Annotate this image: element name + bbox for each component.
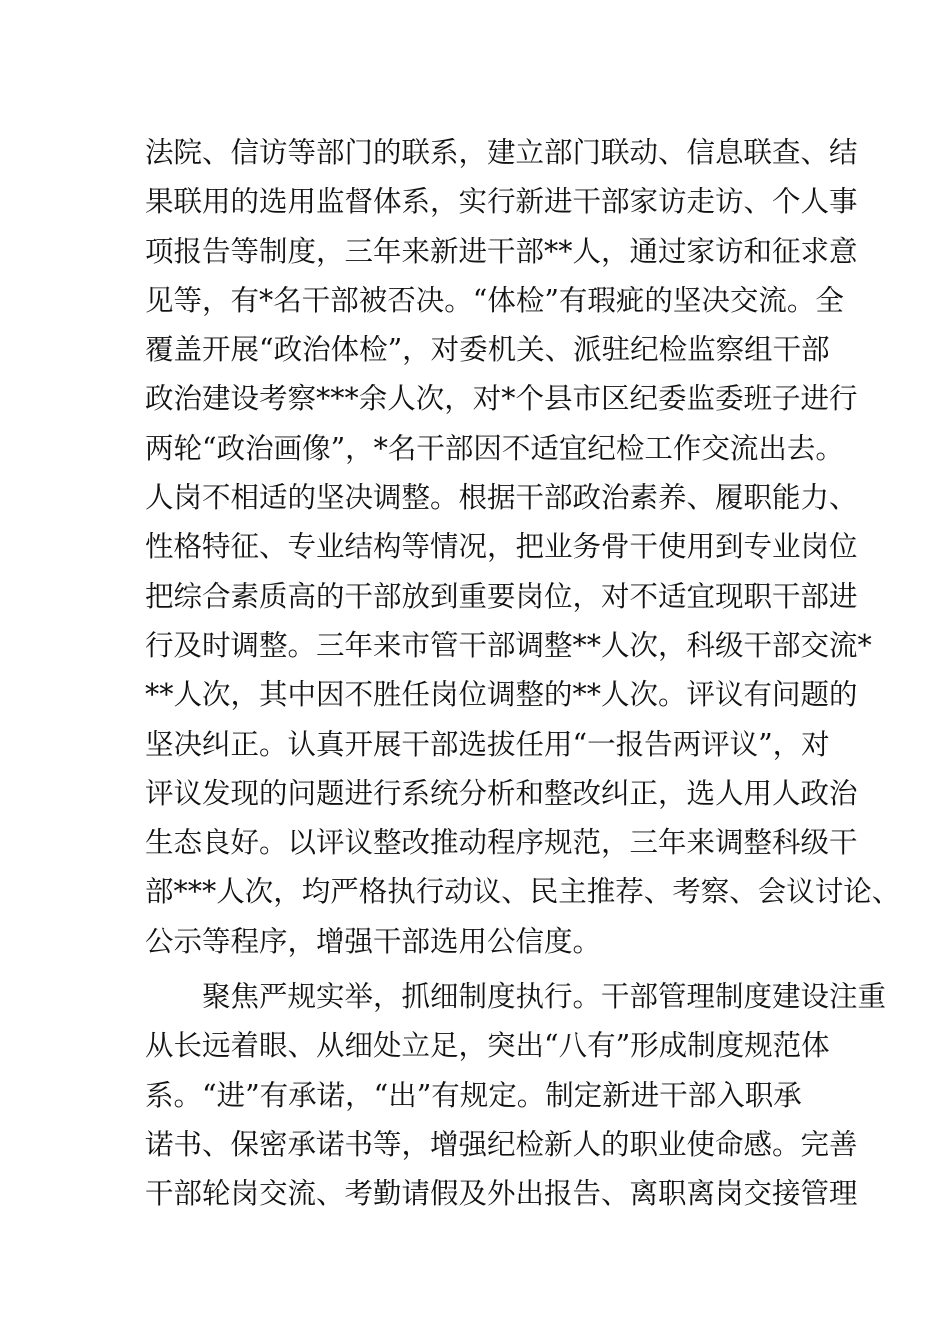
text-line: **人次，其中因不胜任岗位调整的**人次。评议有问题的: [145, 678, 858, 712]
text-line: 诺书、保密承诺书等，增强纪检新人的职业使命感。完善: [145, 1127, 858, 1161]
text-line: 坚决纠正。认真开展干部选拔任用“一报告两评议”，对: [145, 727, 830, 761]
text-line: 从长远着眼、从细处立足，突出“八有”形成制度规范体: [145, 1029, 830, 1063]
text-line: 政治建设考察***余人次，对*个县市区纪委监委班子进行: [145, 382, 858, 416]
text-line: 法院、信访等部门的联系，建立部门联动、信息联查、结: [145, 136, 858, 169]
text-line: 见等，有*名干部被否决。“体检”有瑕疵的坚决交流。全: [145, 283, 844, 317]
text-line: 评议发现的问题进行系统分析和整改纠正，选人用人政治: [145, 776, 858, 810]
text-line: 干部轮岗交流、考勤请假及外出报告、离职离岗交接管理: [145, 1177, 858, 1211]
text-line: 两轮“政治画像”，*名干部因不适宜纪检工作交流出去。: [145, 431, 844, 465]
text-line: 人岗不相适的坚决调整。根据干部政治素养、履职能力、: [145, 481, 858, 515]
text-line: 项报告等制度，三年来新进干部**人，通过家访和征求意: [145, 234, 858, 268]
text-line: 果联用的选用监督体系，实行新进干部家访走访、个人事: [145, 185, 858, 219]
body-text: [145, 128, 901, 1219]
text-line: 行及时调整。三年来市管干部调整**人次，科级干部交流*: [145, 628, 872, 662]
text-line: 公示等程序，增强干部选用公信度。: [145, 924, 602, 958]
text-line: 系。“进”有承诺，“出”有规定。制定新进干部入职承: [145, 1078, 802, 1112]
text-line: 覆盖开展“政治体检”，对委机关、派驻纪检监察组干部: [145, 333, 830, 367]
text-line: 把综合素质高的干部放到重要岗位，对不适宜现职干部进: [145, 579, 858, 613]
text-line: 部***人次，均严格执行动议、民主推荐、考察、会议讨论、: [145, 875, 901, 909]
text-line: 聚焦严规实举，抓细制度执行。干部管理制度建设注重: [145, 980, 887, 1014]
text-line: 生态良好。以评议整改推动程序规范，三年来调整科级干: [145, 826, 858, 860]
text-line: 性格特征、专业结构等情况，把业务骨干使用到专业岗位: [145, 530, 858, 564]
